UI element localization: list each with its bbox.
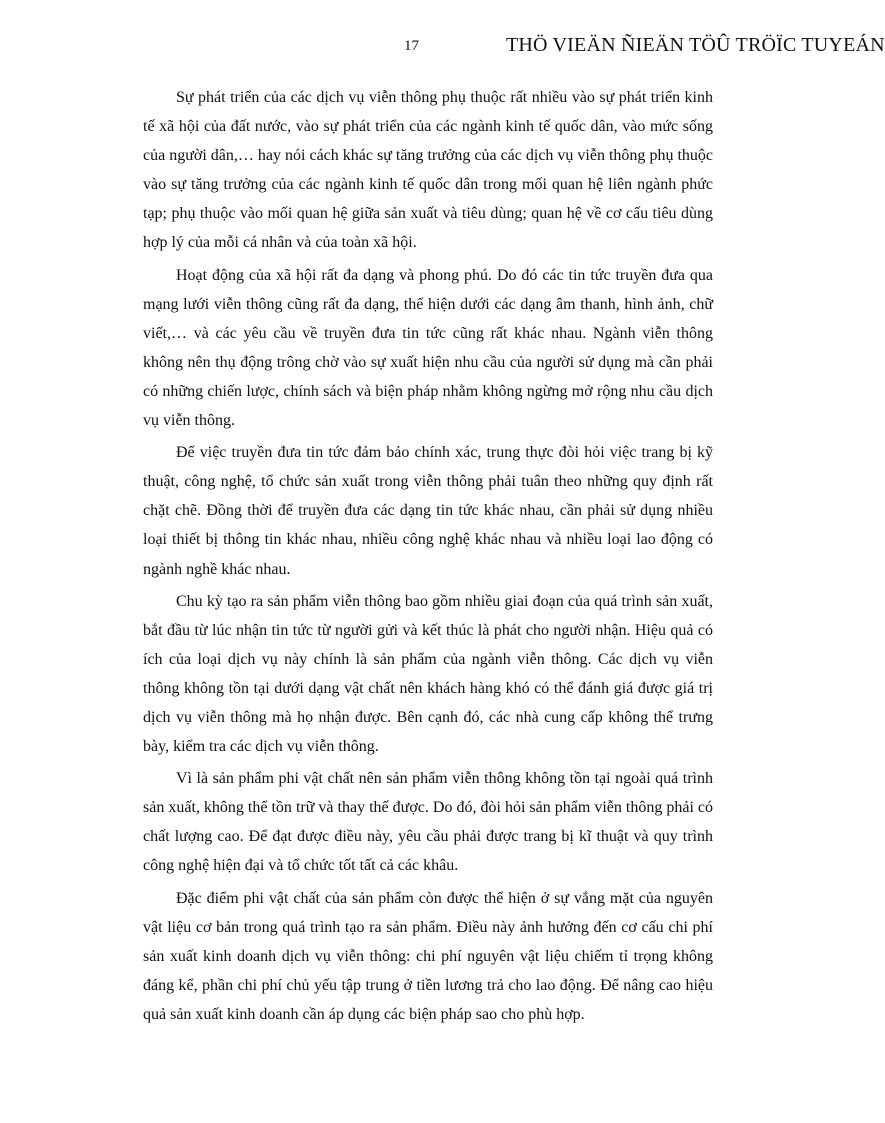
page-number: 17 <box>404 38 419 54</box>
running-header-title: THÖ VIEÄN ÑIEÄN TÖÛ TRÖÏC TUYEÁN <box>506 34 885 56</box>
paragraph-5: Vì là sản phẩm phi vật chất nên sản phẩm viễn thông không tồn tại ngoài quá trình sản xuất, không thể tồn trữ và thay thế được. Do đó, đòi hỏi sản phẩm viễn thông phải có chất lượng cao. Để đạt được điều này, yêu cầu phải được trang bị kĩ thuật và quy trình công nghệ hiện đại và tổ chức tốt tất cả các khâu. <box>143 770 713 875</box>
body-text <box>143 83 713 1032</box>
paragraph-4: Chu kỳ tạo ra sản phẩm viễn thông bao gồm nhiều giai đoạn của quá trình sản xuất, bắt đầu từ lúc nhận tin tức từ người gửi và kết thúc là phát cho người nhận. Hiệu quả có ích của loại dịch vụ này chính là sản phẩm của ngành viễn thông. Các dịch vụ viễn thông không tồn tại dưới dạng vật chất nên khách hàng khó có thể đánh giá được giá trị dịch vụ viễn thông mà họ nhận được. Bên cạnh đó, các nhà cung cấp không thể trưng bày, kiểm tra các dịch vụ viễn thông. <box>143 592 713 756</box>
paragraph-1: Sự phát triển của các dịch vụ viễn thông phụ thuộc rất nhiều vào sự phát triển kinh tế xã hội của đất nước, vào sự phát triển của các ngành kinh tế quốc dân, vào mức sống của người dân,… hay nói cách khác sự tăng trưởng của các dịch vụ viễn thông phụ thuộc vào sự tăng trưởng của các ngành kinh tế quốc dân trong mối quan hệ liên ngành phức tạp; phụ thuộc vào mối quan hệ giữa sản xuất và tiêu dùng; quan hệ về cơ cấu tiêu dùng hợp lý của mỗi cá nhân và của toàn xã hội. <box>143 89 713 252</box>
paragraph-6: Đặc điểm phi vật chất của sản phẩm còn được thể hiện ở sự vắng mặt của nguyên vật liệu cơ bản trong quá trình tạo ra sản phẩm. Điều này ảnh hưởng đến cơ cấu chi phí sản xuất kinh doanh dịch vụ viễn thông: chi phí nguyên vật liệu chiếm tỉ trọng không đáng kể, phần chi phí chủ yếu tập trung ở tiền lương trả cho lao động. Để nâng cao hiệu quả sản xuất kinh doanh cần áp dụng các biện pháp sao cho phù hợp. <box>143 889 713 1023</box>
paragraph-2: Hoạt động của xã hội rất đa dạng và phong phú. Do đó các tin tức truyền đưa qua mạng lưới viễn thông cũng rất đa dạng, thể hiện dưới các dạng âm thanh, hình ảnh, chữ viết,… và các yêu cầu về truyền đưa tin tức cũng rất khác nhau. Ngành viễn thông không nên thụ động trông chờ vào sự xuất hiện nhu cầu của người sử dụng mà cần phải có những chiến lược, chính sách và biện pháp nhằm không ngừng mở rộng nhu cầu dịch vụ viễn thông. <box>143 266 713 430</box>
paragraph-3: Để việc truyền đưa tin tức đảm bảo chính xác, trung thực đòi hỏi việc trang bị kỹ thuật, công nghệ, tổ chức sản xuất trong viễn thông phải tuân theo những quy định rất chặt chẽ. Đồng thời để truyền đưa các dạng tin tức khác nhau, cần phải sử dụng nhiều loại thiết bị thông tin khác nhau, nhiều công nghệ khác nhau và nhiều loại lao động có ngành nghề khác nhau. <box>143 444 713 578</box>
